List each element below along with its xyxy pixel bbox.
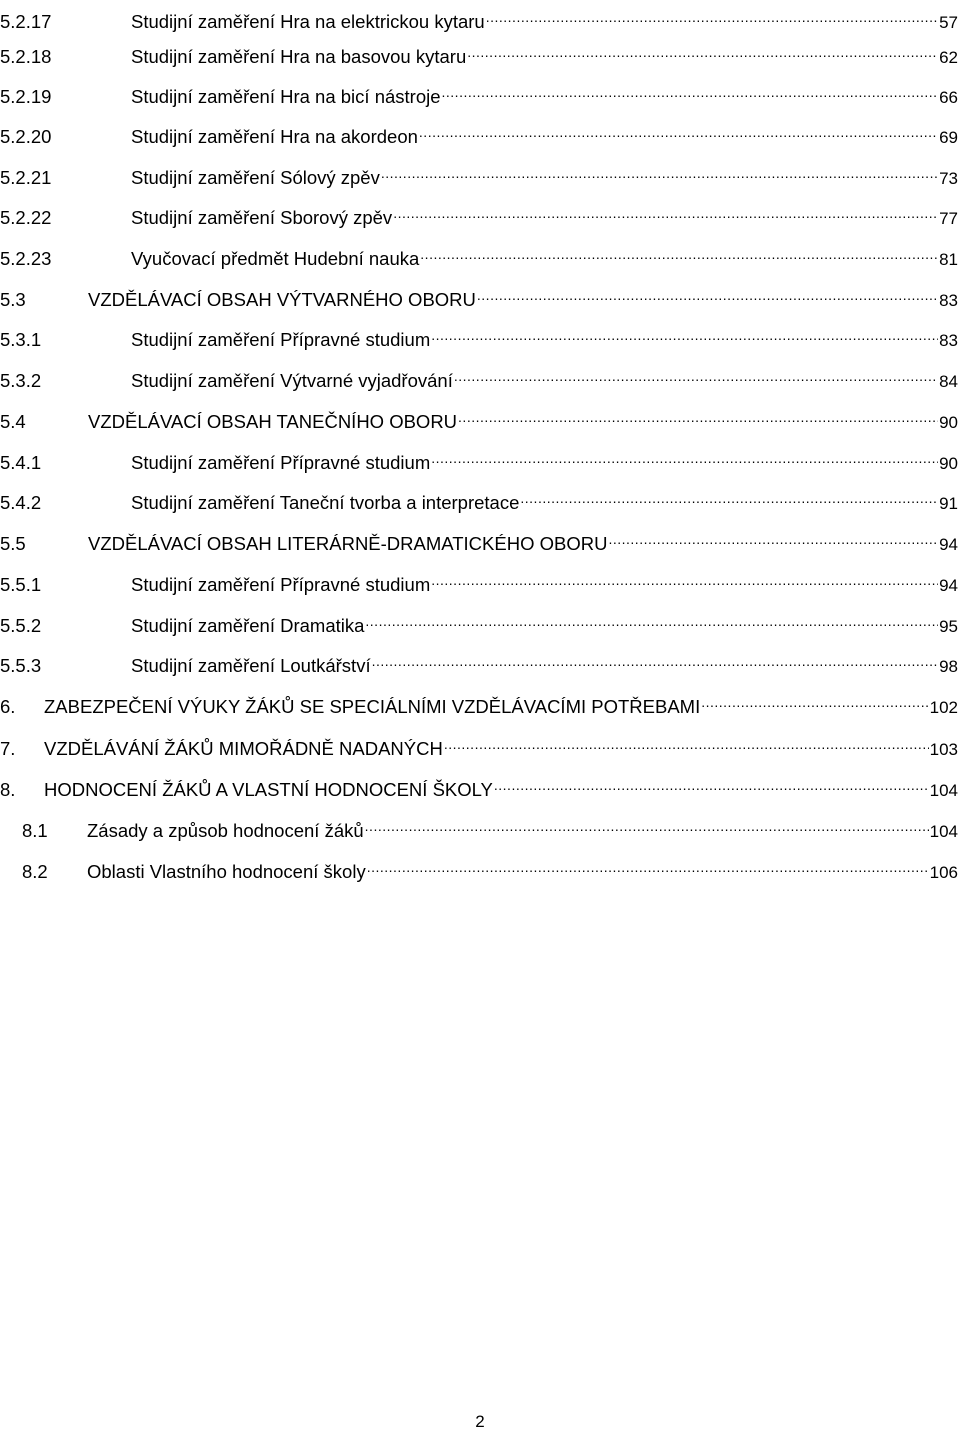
toc-dot-leader xyxy=(494,770,929,796)
toc-entry-page: 103 xyxy=(929,740,958,759)
toc-entry[interactable] xyxy=(0,811,958,841)
toc-entry-page: 83 xyxy=(939,291,958,310)
toc-entry[interactable] xyxy=(0,606,958,636)
toc-entry-page: 98 xyxy=(939,657,958,676)
toc-dot-leader xyxy=(486,2,938,28)
toc-entry-number: 5.2.20 xyxy=(0,126,52,147)
toc-entry-page: 90 xyxy=(939,454,958,473)
toc-entry-number: 5.3.2 xyxy=(0,370,42,391)
toc-dot-leader xyxy=(420,239,938,265)
toc-entry-number: 5.5 xyxy=(0,533,26,554)
toc-entry-page: 83 xyxy=(939,331,958,350)
toc-entry-number: 5.5.2 xyxy=(0,615,42,636)
toc-entry-number: 7. xyxy=(0,738,16,759)
toc-dot-leader xyxy=(431,565,938,591)
toc-entry-title: Studijní zaměření Přípravné studium xyxy=(131,329,431,350)
toc-dot-leader xyxy=(608,524,938,550)
toc-entry[interactable] xyxy=(0,158,958,188)
toc-dot-leader xyxy=(701,687,928,713)
toc-entry-title: VZDĚLÁVACÍ OBSAH VÝTVARNÉHO OBORU xyxy=(88,289,476,310)
toc-entry-page: 66 xyxy=(939,88,958,107)
toc-entry-number: 5.3.1 xyxy=(0,329,42,350)
toc-dot-leader xyxy=(367,852,929,878)
toc-entry-number: 5.4.2 xyxy=(0,492,42,513)
toc-entry-title: Studijní zaměření Hra na elektrickou kytaru xyxy=(131,11,485,32)
toc-entry-title: VZDĚLÁVACÍ OBSAH LITERÁRNĚ-DRAMATICKÉHO OBORU xyxy=(88,533,608,554)
toc-dot-leader xyxy=(381,158,938,184)
toc-dot-leader xyxy=(431,320,938,346)
toc-dot-leader xyxy=(431,443,938,469)
toc-entry-title: Studijní zaměření Loutkářství xyxy=(131,655,371,676)
toc-entry-title: Studijní zaměření Dramatika xyxy=(131,615,365,636)
toc-dot-leader xyxy=(458,402,938,428)
toc-entry[interactable] xyxy=(0,77,958,107)
toc-entry[interactable] xyxy=(0,37,958,67)
toc-entry-page: 57 xyxy=(939,13,958,32)
toc-entry-number: 5.3 xyxy=(0,289,26,310)
toc-entry-title: ZABEZPEČENÍ VÝUKY ŽÁKŮ SE SPECIÁLNÍMI VZDĚLÁVACÍMI POTŘEBAMI xyxy=(44,696,701,717)
toc-entry-number: 5.2.23 xyxy=(0,248,52,269)
toc-entry-title: Studijní zaměření Přípravné studium xyxy=(131,452,431,473)
toc-entry[interactable] xyxy=(0,443,958,473)
toc-entry[interactable] xyxy=(0,483,958,513)
toc-entry-page: 77 xyxy=(939,209,958,228)
toc-entry[interactable] xyxy=(0,2,958,32)
toc-entry-title: VZDĚLÁVÁNÍ ŽÁKŮ MIMOŘÁDNĚ NADANÝCH xyxy=(44,738,443,759)
toc-entry-page: 94 xyxy=(939,535,958,554)
toc-entry-page: 102 xyxy=(929,698,958,717)
toc-entry-title: Zásady a způsob hodnocení žáků xyxy=(87,820,364,841)
toc-entry-title: Studijní zaměření Sólový zpěv xyxy=(131,167,380,188)
toc-entry[interactable] xyxy=(0,280,958,310)
toc-entry[interactable] xyxy=(0,646,958,676)
toc-entry-number: 5.2.21 xyxy=(0,167,52,188)
toc-entry-title: Studijní zaměření Přípravné studium xyxy=(131,574,431,595)
toc-entry-title: Studijní zaměření Výtvarné vyjadřování xyxy=(131,370,453,391)
toc-entry-title: Studijní zaměření Sborový zpěv xyxy=(131,207,393,228)
toc-entry-title: Oblasti Vlastního hodnocení školy xyxy=(87,861,366,882)
toc-entry-title: HODNOCENÍ ŽÁKŮ A VLASTNÍ HODNOCENÍ ŠKOLY xyxy=(44,779,493,800)
toc-entry-page: 104 xyxy=(929,822,958,841)
toc-dot-leader xyxy=(365,811,929,837)
toc-entry[interactable] xyxy=(0,687,958,717)
toc-dot-leader xyxy=(372,646,938,672)
toc-entry-number: 5.2.17 xyxy=(0,11,52,32)
toc-dot-leader xyxy=(442,77,939,103)
toc-entry-page: 84 xyxy=(939,372,958,391)
toc-dot-leader xyxy=(454,361,938,387)
toc-entry-number: 5.4 xyxy=(0,411,26,432)
toc-entry-number: 6. xyxy=(0,696,16,717)
toc-dot-leader xyxy=(477,280,938,306)
toc-entry-title: Studijní zaměření Hra na bicí nástroje xyxy=(131,86,441,107)
toc-entry[interactable] xyxy=(0,198,958,228)
toc-entry[interactable] xyxy=(0,770,958,800)
toc-entry-page: 95 xyxy=(939,617,958,636)
toc-entry-number: 5.2.22 xyxy=(0,207,52,228)
toc-entry-number: 8.2 xyxy=(22,861,48,882)
page-number: 2 xyxy=(475,1412,485,1431)
toc-dot-leader xyxy=(365,606,938,632)
toc-entry-number: 5.2.18 xyxy=(0,46,52,67)
toc-entry[interactable] xyxy=(0,852,958,882)
toc-entry-number: 8. xyxy=(0,779,16,800)
toc-entry-page: 69 xyxy=(939,128,958,147)
toc-entry[interactable] xyxy=(0,524,958,554)
toc-dot-leader xyxy=(444,729,929,755)
toc-entry-page: 62 xyxy=(939,48,958,67)
toc-entry-page: 91 xyxy=(939,494,958,513)
toc-entry[interactable] xyxy=(0,565,958,595)
toc-entry-title: Studijní zaměření Hra na basovou kytaru xyxy=(131,46,467,67)
toc-entry[interactable] xyxy=(0,117,958,147)
toc-entry-number: 5.5.1 xyxy=(0,574,42,595)
toc-entry[interactable] xyxy=(0,729,958,759)
toc-entry-number: 8.1 xyxy=(22,820,48,841)
toc-entry-page: 104 xyxy=(929,781,958,800)
toc-entry-page: 94 xyxy=(939,576,958,595)
toc-entry-title: Vyučovací předmět Hudební nauka xyxy=(131,248,420,269)
toc-entry[interactable] xyxy=(0,361,958,391)
toc-dot-leader xyxy=(419,117,938,143)
toc-entry-number: 5.2.19 xyxy=(0,86,52,107)
toc-entry-page: 106 xyxy=(929,863,958,882)
toc-entry-title: Studijní zaměření Taneční tvorba a interpretace xyxy=(131,492,520,513)
toc-entry-page: 73 xyxy=(939,169,958,188)
toc-entry-title: Studijní zaměření Hra na akordeon xyxy=(131,126,418,147)
toc-entry-number: 5.5.3 xyxy=(0,655,42,676)
toc-entry-title: VZDĚLÁVACÍ OBSAH TANEČNÍHO OBORU xyxy=(88,411,458,432)
toc-dot-leader xyxy=(520,483,938,509)
toc-dot-leader xyxy=(393,198,938,224)
toc-entry[interactable] xyxy=(0,402,958,432)
toc-entry-page: 90 xyxy=(939,413,958,432)
toc-dot-leader xyxy=(467,37,938,63)
toc-entry-number: 5.4.1 xyxy=(0,452,42,473)
toc-entry[interactable] xyxy=(0,320,958,350)
toc-entry-page: 81 xyxy=(939,250,958,269)
toc-entry[interactable] xyxy=(0,239,958,269)
